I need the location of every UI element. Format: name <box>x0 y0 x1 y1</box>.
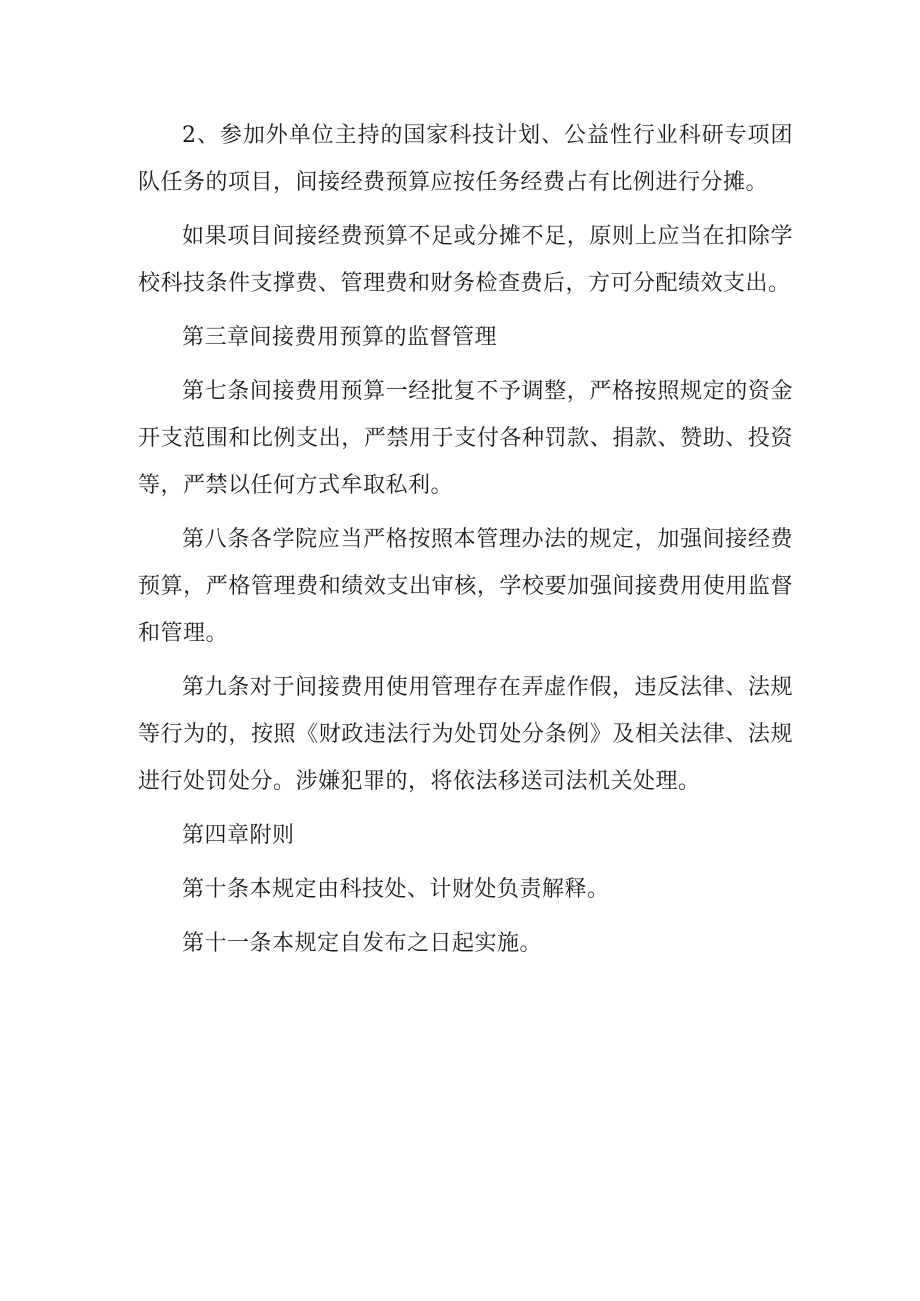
paragraph-shared-project-allocation: 2、参加外单位主持的国家科技计划、公益性行业科研专项团队任务的项目，间接经费预算应按任务经费占有比例进行分摊。 <box>138 123 793 195</box>
article-eight: 第八条各学院应当严格按照本管理办法的规定，加强间接经费预算，严格管理费和绩效支出审核，学校要加强间接费用使用监督和管理。 <box>138 527 793 646</box>
chapter-four-heading: 第四章附则 <box>182 823 295 848</box>
paragraph-insufficient-budget: 如果项目间接经费预算不足或分摊不足，原则上应当在扣除学校科技条件支撑费、管理费和财务检查费后，方可分配绩效支出。 <box>138 224 793 296</box>
document-body <box>138 112 793 974</box>
chapter-three-heading: 第三章间接费用预算的监督管理 <box>182 325 498 350</box>
article-seven: 第七条间接费用预算一经批复不予调整，严格按照规定的资金开支范围和比例支出，严禁用于支付各种罚款、捐款、赞助、投资等，严禁以任何方式牟取私利。 <box>138 379 793 498</box>
article-ten: 第十条本规定由科技处、计财处负责解释。 <box>182 877 610 902</box>
article-nine: 第九条对于间接费用使用管理存在弄虚作假，违反法律、法规等行为的，按照《财政违法行为处罚处分条例》及相关法律、法规进行处罚处分。涉嫌犯罪的，将依法移送司法机关处理。 <box>138 675 793 794</box>
article-eleven: 第十一条本规定自发布之日起实施。 <box>182 931 543 956</box>
